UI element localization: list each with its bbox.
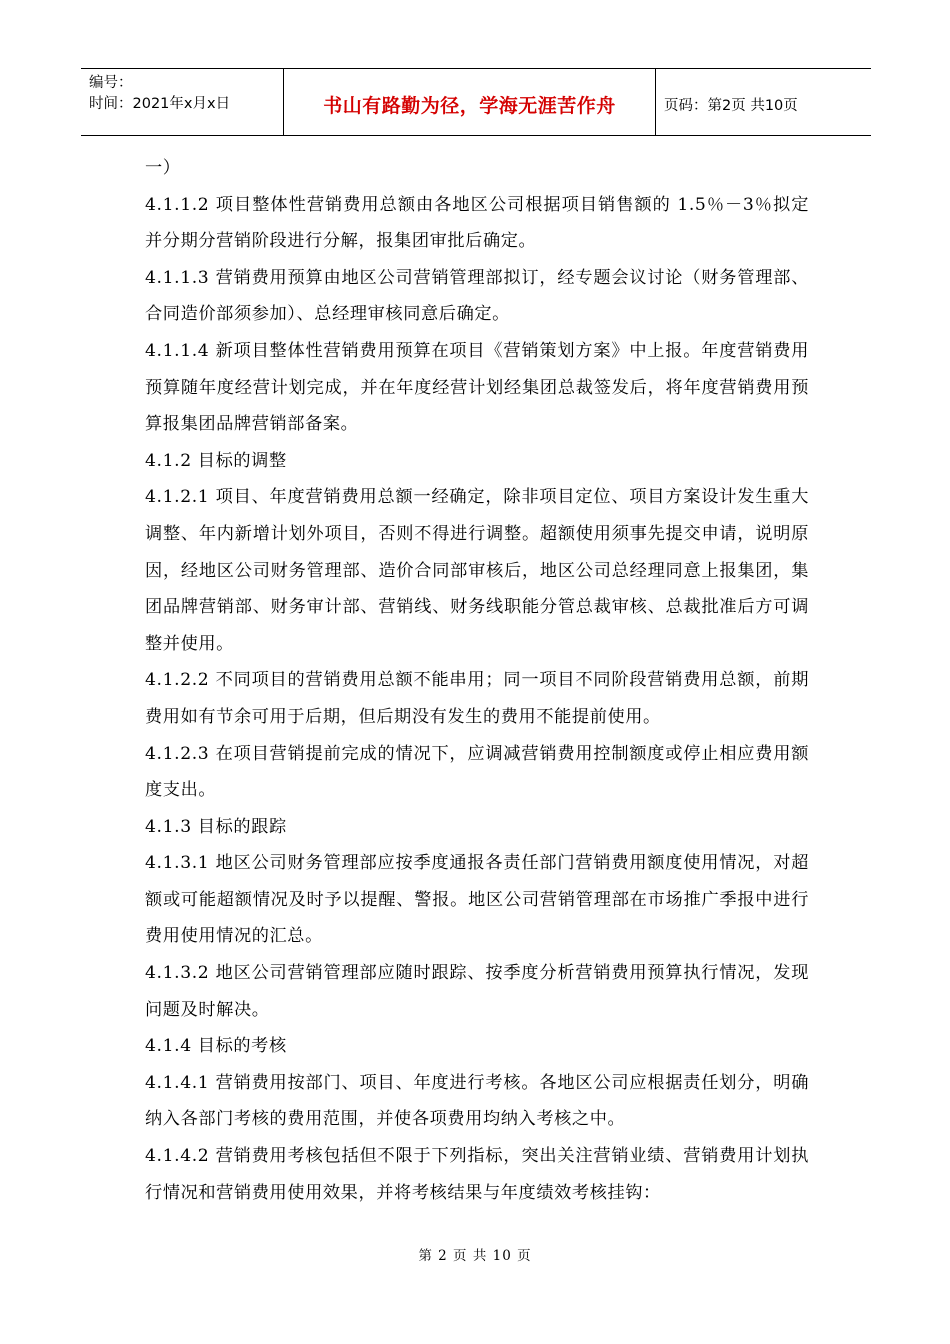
time-label: 时间：2021年x月x日 bbox=[89, 96, 231, 112]
section-heading: 4.1.4 目标的考核 bbox=[145, 1036, 287, 1057]
paragraph: 一） bbox=[145, 158, 181, 178]
code-label: 编号： bbox=[89, 75, 133, 91]
header-motto-cell bbox=[283, 69, 656, 135]
paragraph: 4.1.2.1 项目、年度营销费用总额一经确定，除非项目定位、项目方案设计发生重大调整、年内新增计划外项目，否则不得进行调整。超额使用须事先提交申请，说明原因，经地区公司财务管理部、造价合同部审核后，地区公司总经理同意上报集团，集团品牌营销部、财务审计部、营销线、财务线职能分管总裁审核、总裁批准后方可调整并使用。 bbox=[145, 487, 809, 654]
document-body bbox=[145, 150, 809, 1211]
section-heading: 4.1.3 目标的跟踪 bbox=[145, 816, 287, 837]
paragraph: 4.1.2.3 在项目营销提前完成的情况下，应调减营销费用控制额度或停止相应费用额度支出。 bbox=[145, 743, 809, 801]
paragraph: 4.1.1.2 项目整体性营销费用总额由各地区公司根据项目销售额的 1.5％－3％拟定并分期分营销阶段进行分解，报集团审批后确定。 bbox=[145, 194, 809, 252]
paragraph: 4.1.1.4 新项目整体性营销费用预算在项目《营销策划方案》中上报。年度营销费用预算随年度经营计划完成，并在年度经营计划经集团总裁签发后，将年度营销费用预算报集团品牌营销部备案。 bbox=[145, 340, 809, 435]
header-meta bbox=[81, 69, 283, 135]
paragraph: 4.1.3.2 地区公司营销管理部应随时跟踪、按季度分析营销费用预算执行情况，发现问题及时解决。 bbox=[145, 963, 809, 1020]
motto: 书山有路勤为径，学海无涯苦作舟 bbox=[323, 94, 616, 117]
paragraph: 4.1.3.1 地区公司财务管理部应按季度通报各责任部门营销费用额度使用情况，对超额或可能超额情况及时予以提醒、警报。地区公司营销管理部在市场推广季报中进行费用使用情况的汇总。 bbox=[145, 853, 809, 947]
page-footer bbox=[0, 1244, 950, 1264]
paragraph: 4.1.1.3 营销费用预算由地区公司营销管理部拟订，经专题会议讨论（财务管理部、合同造价部须参加）、总经理审核同意后确定。 bbox=[145, 267, 809, 325]
section-heading: 4.1.2 目标的调整 bbox=[145, 450, 287, 471]
page-info: 页码：第2页 共10页 bbox=[664, 97, 798, 114]
document-header bbox=[81, 68, 871, 136]
paragraph: 4.1.4.2 营销费用考核包括但不限于下列指标，突出关注营销业绩、营销费用计划执行情况和营销费用使用效果，并将考核结果与年度绩效考核挂钩： bbox=[145, 1146, 809, 1203]
header-page-info bbox=[656, 69, 871, 135]
paragraph: 4.1.4.1 营销费用按部门、项目、年度进行考核。各地区公司应根据责任划分，明确纳入各部门考核的费用范围，并使各项费用均纳入考核之中。 bbox=[145, 1072, 809, 1130]
paragraph: 4.1.2.2 不同项目的营销费用总额不能串用；同一项目不同阶段营销费用总额，前期费用如有节余可用于后期，但后期没有发生的费用不能提前使用。 bbox=[145, 670, 809, 727]
footer-page-number: 第 2 页 共 10 页 bbox=[418, 1248, 532, 1264]
